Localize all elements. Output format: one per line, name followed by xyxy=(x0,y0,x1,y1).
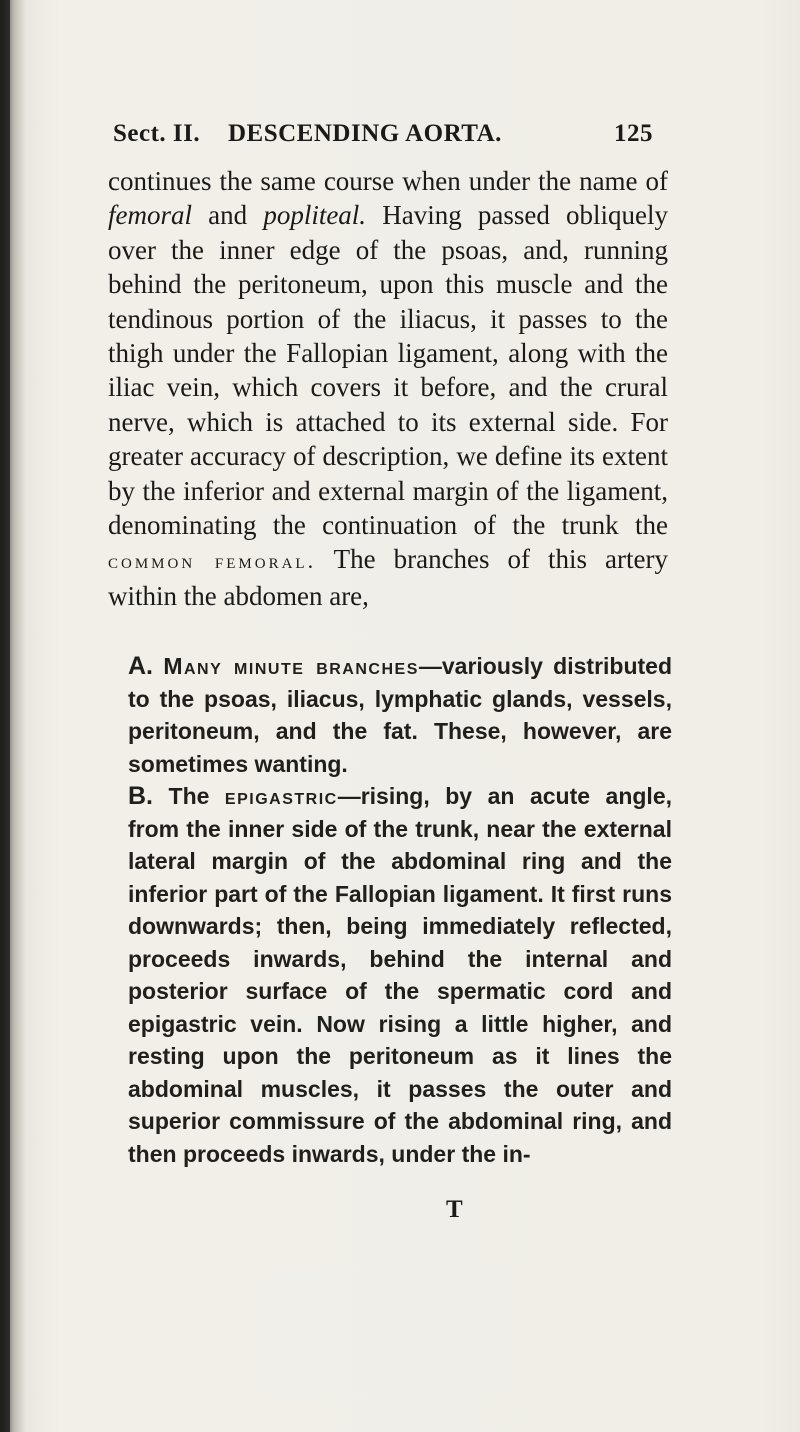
paragraph-1 xyxy=(108,164,668,613)
item-a-heading: Many minute branches xyxy=(163,653,419,679)
list-item-a xyxy=(128,650,672,780)
item-b-heading: epigastric xyxy=(224,783,338,809)
page-number: 125 xyxy=(614,120,653,147)
branch-list xyxy=(128,650,672,1170)
section-label: Sect. II. xyxy=(113,120,201,147)
p1-and: and xyxy=(192,200,264,231)
signature-mark: T xyxy=(446,1196,463,1223)
p1-text-b: Having passed obliquely over the inner edge of the psoas, and, running behind the peritoneum, upon this muscle and the tendinous portion of the iliacus, it passes to the thigh under the Fallopian ligament, along with the iliac vein, which covers it before, and the crural nerve, which is attached to its external side. For greater accuracy of description, we define its extent by the inferior and external margin of the ligament, denominating the continuation of the trunk the xyxy=(108,200,668,541)
item-b-letter: B. xyxy=(128,782,153,810)
item-a-letter: A. xyxy=(128,652,153,680)
list-item-b xyxy=(128,780,672,1170)
p1-text-c: The branches of this artery within the abdomen are, xyxy=(108,544,668,611)
running-header xyxy=(113,120,653,160)
item-b-text: —rising, by an acute angle, from the inner side of the trunk, near the external lateral margin of the abdominal ring and the inferior part of the Fallopian ligament. It first runs downwards; then, being immediately reflected, proceeds inwards, behind the internal and posterior surface of the spermatic cord and epigastric vein. Now rising a little higher, and resting upon the peritoneum as it lines the abdominal muscles, it passes the outer and superior commissure of the abdominal ring, and then proceeds inwards, under the in- xyxy=(128,783,672,1167)
p1-text-a: continues the same course when under the name of xyxy=(108,166,668,196)
femoral-term: femoral xyxy=(108,200,192,231)
item-b-the: The xyxy=(168,783,225,809)
item-a-text: —variously distributed to the psoas, iliacus, lymphatic glands, vessels, peritoneum, and the fat. These, however, are sometimes wanting. xyxy=(128,653,673,777)
book-spine-shadow xyxy=(0,0,10,1432)
header-title: DESCENDING AORTA. xyxy=(228,120,502,147)
common-femoral-term: common femoral. xyxy=(108,548,317,574)
popliteal-term: popliteal. xyxy=(263,200,367,231)
main-paragraph xyxy=(108,164,668,613)
